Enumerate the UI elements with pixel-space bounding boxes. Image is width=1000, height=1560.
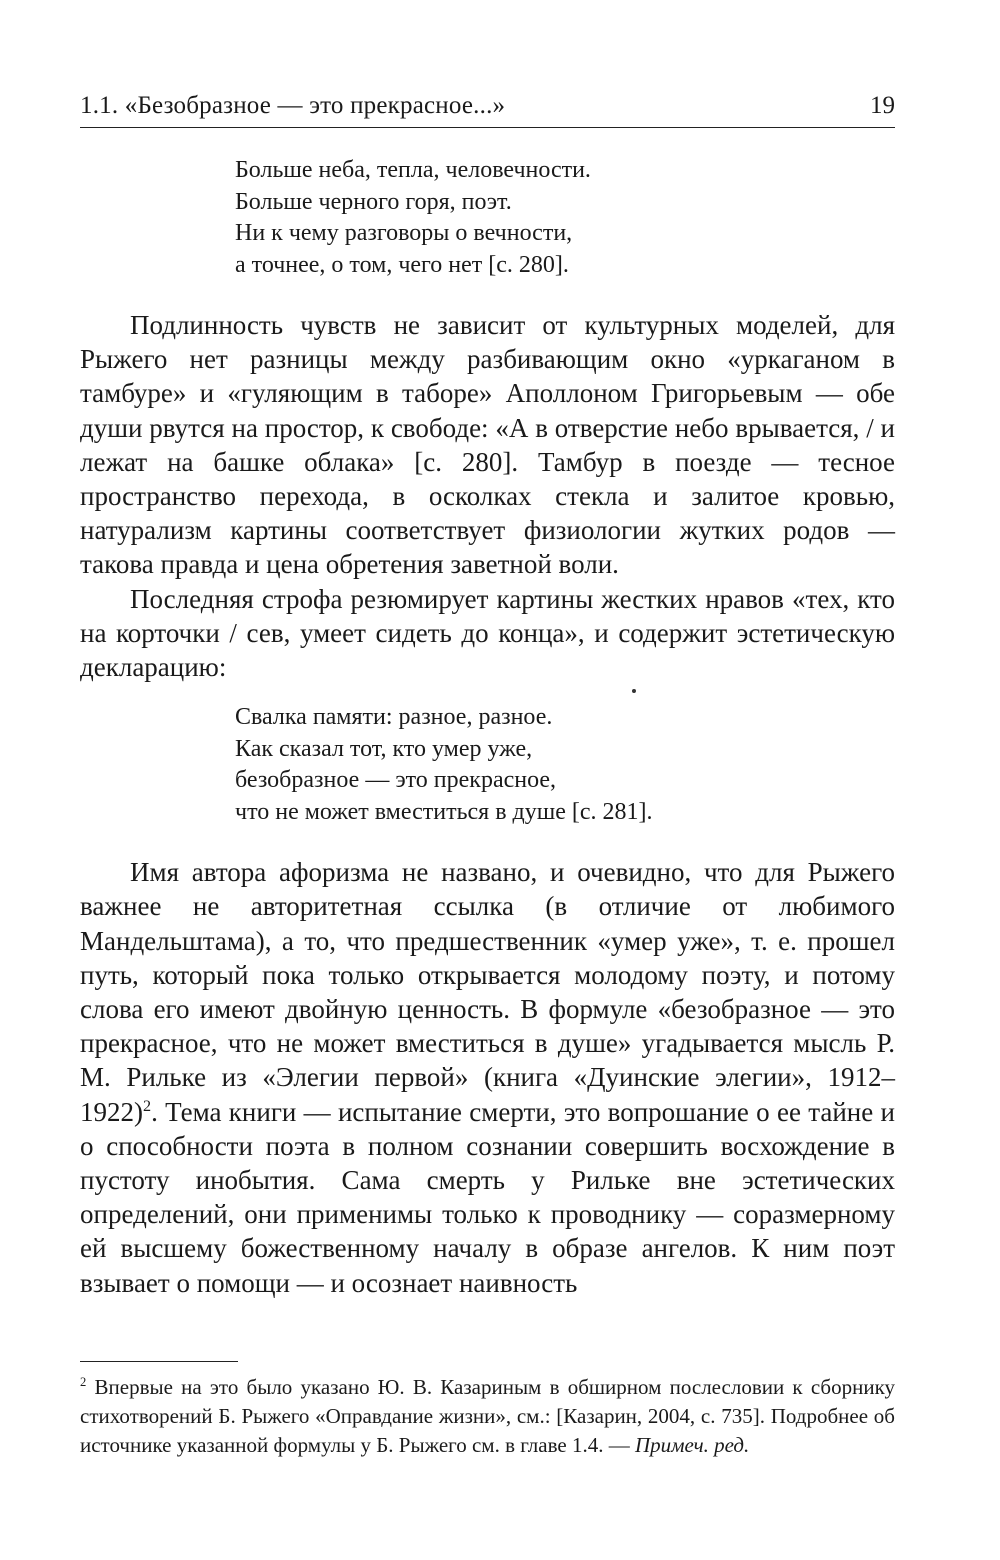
verse-line: что не может вместиться в душе [с. 281]. (235, 798, 653, 825)
paragraph: Последняя строфа резюмирует картины жестких нравов «тех, кто на корточки / сев, умеет сидеть до конца», и содержит эстетическую декларацию: (80, 583, 895, 683)
footnote-reference[interactable]: 2 (143, 1096, 152, 1115)
running-header (80, 88, 895, 128)
footnote (80, 1373, 895, 1460)
editor-note: Примеч. ред. (634, 1433, 750, 1457)
verse-line: Ни к чему разговоры о вечности, (235, 220, 573, 246)
verse-line: безобразное — это прекрасное, (235, 767, 557, 794)
verse-line: Больше неба, тепла, человечности. (235, 157, 591, 183)
verse-line: Больше черного горя, поэт. (235, 188, 512, 215)
verse-quote-1 (235, 155, 895, 281)
verse-line: Как сказал тот, кто умер уже, (235, 735, 533, 762)
footnote-separator (80, 1361, 238, 1362)
paragraph: Подлинность чувств не зависит от культурных моделей, для Рыжего нет разницы между разбивающим окно «уркаганом в тамбуре» и «гуляющим в таборе» Аполлоном Григорьевым — обе души рвутся на простор, к свободе: «А в отверстие небо врывается, / и лежат на башке облака» [с. 280]. Тамбур в поезде — тесное пространство перехода, в осколках стекла и залитое кровью, натурализм картины соответствует физиологии жутких родов — такова правда и цена обретения заветной воли. (80, 310, 895, 580)
paragraph-text: . Тема книги — испытание смерти, это вопрошание о ее тайне и о способности поэта в полном сознании совершить восхождение в пустоту инобытия. Сама смерть у Рильке вне эстетических определений, они применимы только к проводнику — соразмерному ей высшему божественному началу в образе ангелов. К ним поэт взывает о помощи — и осознает наивность (80, 1096, 895, 1298)
running-title: 1.1. «Безобразное — это прекрасное...» (80, 92, 506, 119)
paragraph-text: Имя автора афоризма не названо, и очевидно, что для Рыжего важнее не авторитетная ссылка (в отличие от любимого Мандельштама), а то, что предшественник «умер уже», т. е. прошел путь, который пока только открывается молодому поэту, и потому слова его имеют двойную ценность. В формуле «безобразное — это прекрасное, что не может вместиться в душе» угадывается мысль Р. М. Рильке из «Элегии первой» (книга «Дуинские элегии», 1912–1922) (80, 857, 895, 1127)
verse-quote-2 (235, 702, 895, 828)
book-page (80, 88, 895, 1528)
verse-line: а точнее, о том, чего нет [с. 280]. (235, 251, 569, 278)
page-number: 19 (870, 92, 895, 119)
footnote-text: Впервые на это было указано Ю. В. Казариным в обширном послесловии к сборнику стихотворений Б. Рыжего «Оправдание жизни», см.: [Казарин, 2004, с. 735]. Подробнее об источнике указанной формулы у Б. Рыжего см. в главе 1.4. — (80, 1375, 895, 1457)
footnote-mark: 2 (80, 1375, 87, 1389)
paragraph (80, 855, 895, 1300)
verse-line: Свалка памяти: разное, разное. (235, 704, 553, 731)
body-text-1 (80, 308, 895, 684)
print-speck (632, 689, 636, 693)
body-text-2 (80, 855, 895, 1300)
